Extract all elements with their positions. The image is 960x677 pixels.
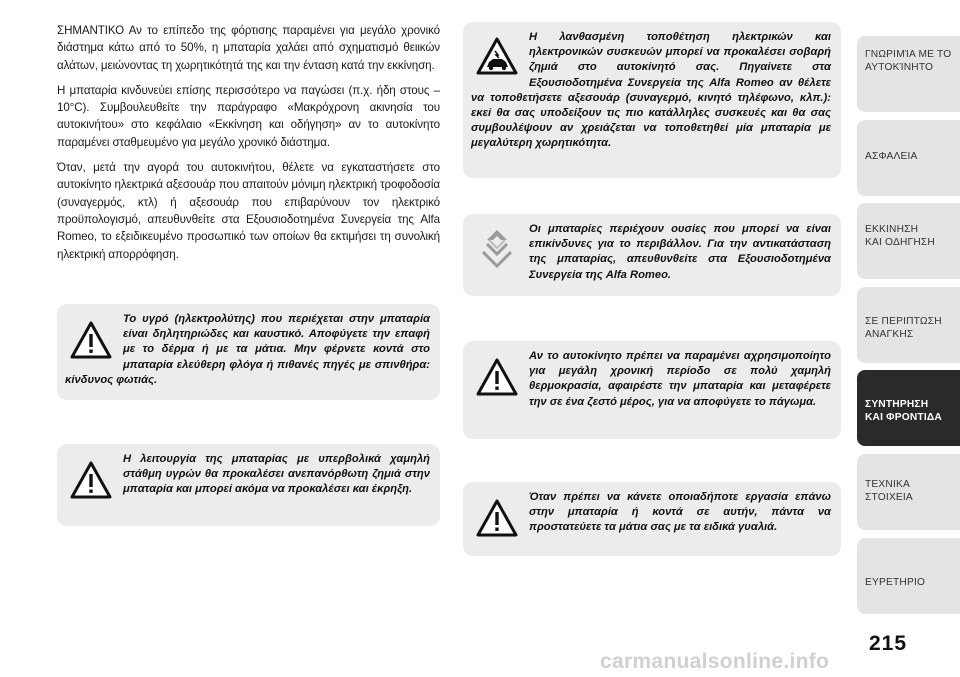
tab-label: ΓΝΩΡΙΜΊΑ ΜΕ ΤΟ xyxy=(865,49,952,60)
car-damage-warning-icon xyxy=(471,32,525,82)
tab-label: ΑΥΤΟΚΊΝΗΤΟ xyxy=(865,62,934,73)
warning-box-electrolyte xyxy=(57,304,440,400)
tab-starting-driving[interactable] xyxy=(857,203,960,279)
tab-index[interactable] xyxy=(857,538,960,614)
tab-technical-data[interactable] xyxy=(857,454,960,530)
warning-text-electrolyte: Το υγρό (ηλεκτρολύτης) που περιέχεται στην μπαταρία είναι δηλητηριώδες και καυστικό. Αποφύγετε την επαφή με το δέρμα ή με τα μάτια. Μην φέρνετε κοντά στο μπαταρία ελεύθερη φλόγα ή πιθανές πηγές με σπινθήρα: κίνδυνος φωτιάς. xyxy=(65,313,430,386)
tab-emergency[interactable] xyxy=(857,287,960,363)
tab-label: ΑΝΑΓΚΗΣ xyxy=(865,329,914,340)
tab-label: ΣΥΝΤΗΡΗΣΗ xyxy=(865,399,929,410)
warning-triangle-icon xyxy=(65,454,119,504)
paragraph-freezing: Η μπαταρία κινδυνεύει επίσης περισσότερο να παγώσει (π.χ. ήδη στους –10°C). Συμβουλευθείτε την παράγραφο «Μακρόχρονη ακινησία του αυτοκινήτου» στο κεφάλαιο «Εκκίνηση και οδήγηση» αν το αυτοκίνητο παραμένει σταθμευμένο για μεγάλο χρονικό διάστημα. xyxy=(57,83,440,149)
tab-label: ΑΣΦΑΛΕΙΑ xyxy=(865,151,918,162)
tab-label: ΣΕ ΠΕΡΙΠΤΩΣΗ xyxy=(865,316,942,327)
warning-box-cold-storage xyxy=(463,341,841,439)
recycle-environment-icon xyxy=(471,224,525,274)
warning-triangle-icon xyxy=(471,492,525,542)
page-number: 215 xyxy=(869,632,908,655)
warning-text-goggles: Όταν πρέπει να κάνετε οποιαδήποτε εργασία επάνω στην μπαταρία ή κοντά σε αυτήν, πάντα να προστατεύετε τα μάτια σας με τα ειδικά γυαλιά. xyxy=(529,491,831,534)
paragraph-important: ΣΗΜΑΝΤΙΚΟ Αν το επίπεδο της φόρτισης παραμένει για μεγάλο χρονικό διάστημα κάτω από το 50%, η μπαταρία χαλάει από σχηματισμό θειικών αλάτων, μειώνοντας τη χωρητικότητά της και την ένταση κατά την εκκίνηση. xyxy=(57,24,440,72)
warning-box-low-fluid xyxy=(57,444,440,526)
environment-text-batteries: Οι μπαταρίες περιέχουν ουσίες που μπορεί να είναι επικίνδυνες για το περιβάλλον. Για την αντικατάσταση της μπαταρίας, απευθυνθείτε στα Εξουσιοδοτημένα Συνεργεία της Alfa Romeo. xyxy=(529,223,831,281)
warning-text-cold-storage: Αν το αυτοκίνητο πρέπει να παραμένει αχρησιμοποίητο για μεγάλη χρονική περίοδο σε πολύ χαμηλή θερμοκρασία, αφαιρέστε την μπαταρία και μεταφέρετε την σε ένα ζεστό μέρος, για να αποφύγετε το πάγωμα. xyxy=(529,350,831,408)
chapter-sidebar xyxy=(857,0,960,677)
tab-maintenance-care[interactable] xyxy=(857,370,960,446)
tab-label: ΕΚΚΙΝΗΣΗ xyxy=(865,224,919,235)
warning-triangle-icon xyxy=(65,314,119,364)
watermark: carmanualsonline.info xyxy=(600,650,830,673)
left-column xyxy=(57,22,440,271)
tab-label: ΕΥΡΕΤΗΡΙΟ xyxy=(865,577,926,588)
environment-box-batteries xyxy=(463,214,841,296)
tab-label: ΤΕΧΝΙΚΑ xyxy=(865,479,910,490)
tab-label: ΣΤΟΙΧΕΙΑ xyxy=(865,492,913,503)
tab-safety[interactable] xyxy=(857,120,960,196)
warning-box-installation xyxy=(463,22,841,178)
warning-triangle-icon xyxy=(471,351,525,401)
paragraph-accessories: Όταν, μετά την αγορά του αυτοκινήτου, θέλετε να εγκαταστήσετε στο αυτοκίνητο ηλεκτρικά αξεσουάρ που απαιτούν μόνιμη ηλεκτρική τροφοδοσία (συναγερμός, κτλ) ή αξεσουάρ που επιβαρύνουν τον ηλεκτρικό προϋπολογισμό, απευθυνθείτε στα Εξουσιοδοτημένα Συνεργεία της Alfa Romeo, το εξειδικευμένο προσωπικό των οποίων θα εκτιμήσει τη συνολική ηλεκτρική απορρόφηση. xyxy=(57,161,440,261)
warning-box-goggles xyxy=(463,482,841,556)
warning-text-installation: Η λανθασμένη τοποθέτηση ηλεκτρικών και ηλεκτρονικών συσκευών μπορεί να προκαλέσει σοβαρή ζημιά στο αυτοκίνητό σας. Πηγαίνετε στα Εξουσιοδοτημένα Συνεργεία της Alfa Romeo αν θέλετε να τοποθετήσετε αξεσουάρ (συναγερμό, κινητό τηλέφωνο, κλπ.): εκεί θα σας υποδείξουν τις πιο κατάλληλες συσκευές και θα σας συμβουλέψουν αν χρειάζεται να τοποθετηθεί μία μπαταρία με μεγαλύτερη χωρητικότητα. xyxy=(471,31,831,150)
tab-label: ΚΑΙ ΟΔΗΓΗΣΗ xyxy=(865,237,935,248)
warning-text-low-fluid: Η λειτουργία της μπαταρίας με υπερβολικά χαμηλή στάθμη υγρών θα προκαλέσει ανεπανόρθωτη ζημιά στην μπαταρία και μπορεί ακόμα να προκαλέσει και έκρηξη. xyxy=(123,453,430,496)
tab-getting-to-know[interactable] xyxy=(857,36,960,112)
tab-label: ΚΑΙ ΦΡΟΝΤΙΔΑ xyxy=(865,412,942,423)
